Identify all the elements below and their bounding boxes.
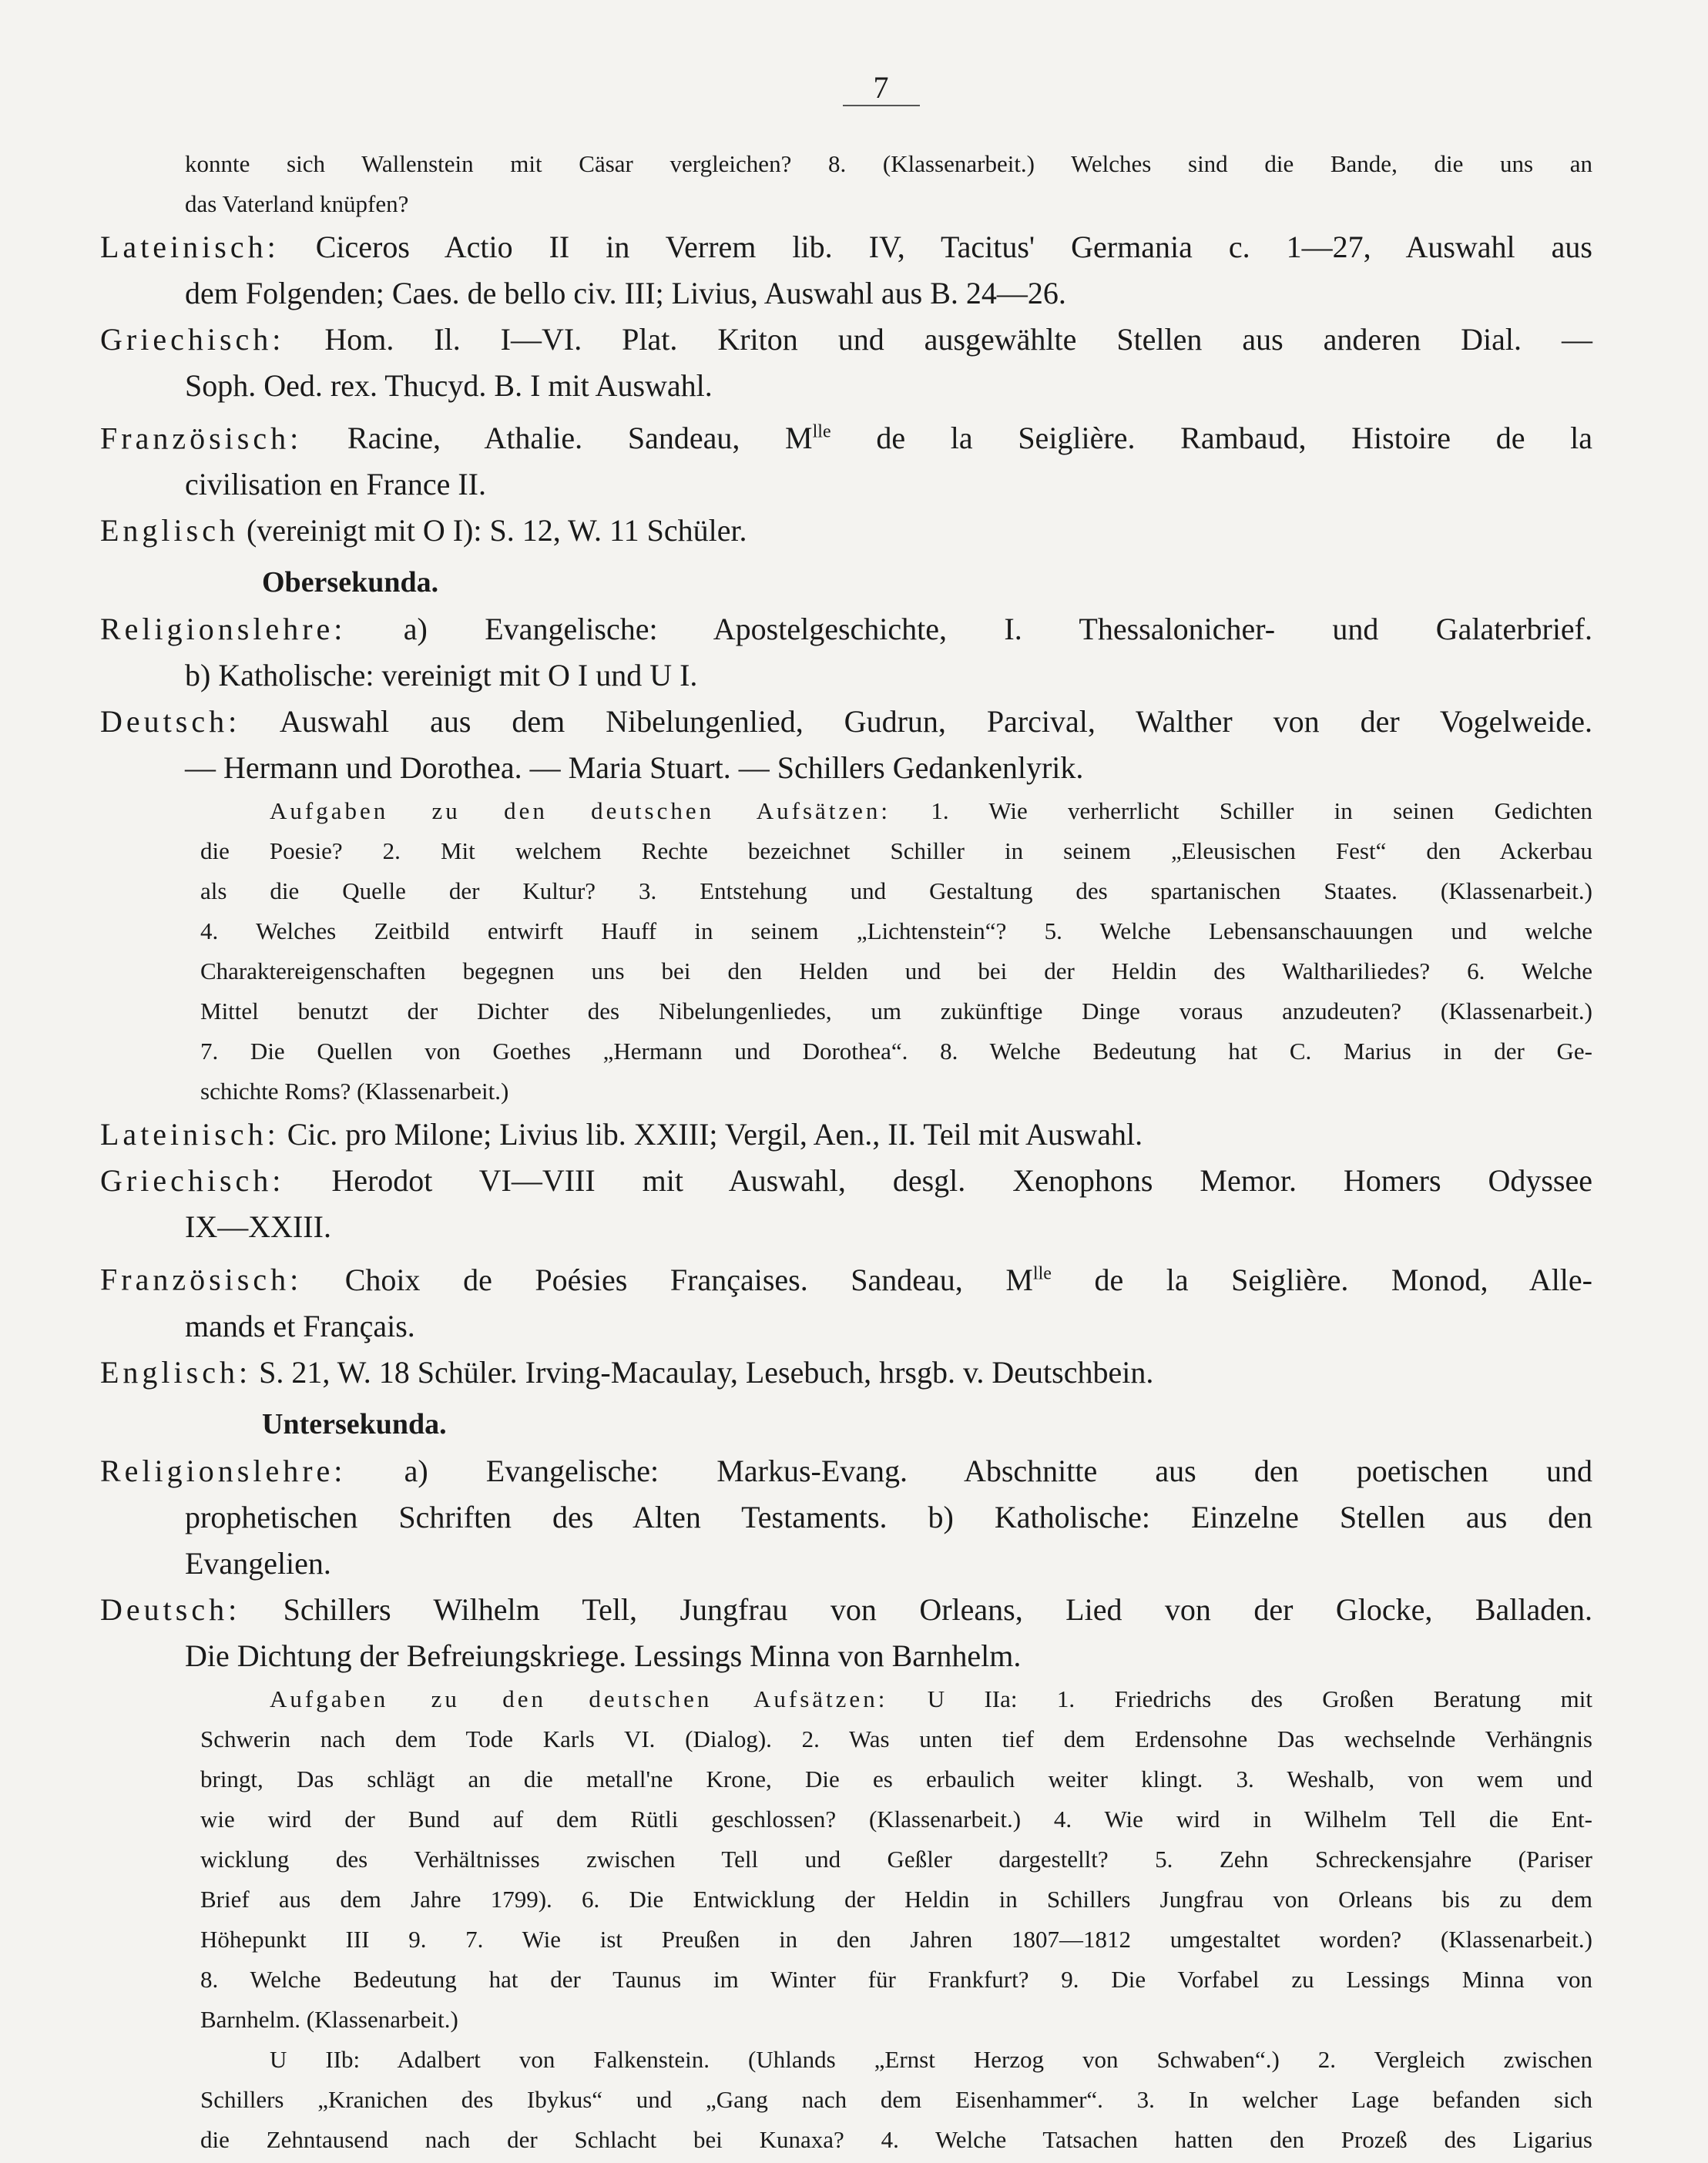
text-line: konnte sich Wallenstein mit Cäsar vergleichen? 8. (Klassenarbeit.) Welches sind die Bande, die uns an — [185, 150, 1592, 177]
text-line: 8. Welche Bedeutung hat der Taunus im Winter für Frankfurt? 9. Die Vorfabel zu Lessings Minna von — [200, 1965, 1592, 1993]
text-span: U IIa: 1. Friedrichs des Großen Beratung mit — [927, 1685, 1592, 1712]
text-line: — Hermann und Dorothea. — Maria Stuart. — Schillers Gedankenlyrik. — [185, 750, 1084, 786]
subject-label: Deutsch: — [100, 1591, 241, 1627]
section-heading: Untersekunda. — [262, 1407, 447, 1440]
section-heading: Obersekunda. — [262, 566, 439, 599]
text-line: 4. Welches Zeitbild entwirft Hauff in seinem „Lichtenstein“? 5. Welche Lebensanschauungen und welche — [200, 917, 1592, 945]
text-line: IX—XXIII. — [185, 1209, 331, 1245]
subject-line — [100, 508, 1592, 554]
subject-text: Schillers Wilhelm Tell, Jungfrau von Orleans, Lied von der Glocke, Balladen. — [283, 1591, 1593, 1627]
subject-line — [100, 224, 1592, 270]
text-line: Die Dichtung der Befreiungskriege. Lessings Minna von Barnhelm. — [185, 1638, 1022, 1673]
subject-text: Racine, Athalie. Sandeau, $M^{lle}$ de la Seiglière. Rambaud, Histoire de la — [347, 421, 1593, 456]
subject-line — [100, 1112, 1592, 1158]
aufgaben-label: Aufgaben zu den deutschen Aufsätzen: — [270, 797, 891, 825]
text-line: Schillers „Kranichen des Ibykus“ und „Gang nach dem Eisenhammer“. 3. In welcher Lage befanden sich — [200, 2085, 1592, 2113]
subject-text: Cic. pro Milone; Livius lib. XXIII; Vergil, Aen., II. Teil mit Auswahl. — [287, 1117, 1143, 1152]
page-number: 7 — [169, 69, 1592, 106]
text-line — [100, 791, 1592, 831]
subject-line — [100, 606, 1592, 652]
subject-text: a) Evangelische: Markus-Evang. Abschnitte aus den poetischen und — [404, 1453, 1592, 1488]
subject-line — [100, 1350, 1592, 1396]
subject-text: (vereinigt mit O I): S. 12, W. 11 Schüler. — [246, 513, 747, 548]
text-line: Evangelien. — [185, 1545, 331, 1581]
subject-line — [100, 317, 1592, 363]
subject-text: Herodot VI—VIII mit Auswahl, desgl. Xenophons Memor. Homers Odyssee — [331, 1163, 1592, 1199]
subject-label: Deutsch: — [100, 704, 241, 739]
subject-line — [100, 1587, 1592, 1633]
subject-label: Religionslehre: — [100, 612, 347, 647]
text-line: Mittel benutzt der Dichter des Nibelungenliedes, um zukünftige Dinge voraus anzudeuten? (Klassenarbeit.) — [200, 998, 1592, 1025]
subject-text: Auswahl aus dem Nibelungenlied, Gudrun, Parcival, Walther von der Vogelweide. — [279, 704, 1592, 739]
text-line: das Vaterland knüpfen? — [185, 190, 409, 217]
subject-text: Choix de Poésies Françaises. Sandeau, $M^{lle}$ de la Seiglière. Monod, Alle- — [344, 1262, 1592, 1297]
subject-label: Französisch: — [100, 421, 303, 456]
subject-line — [100, 699, 1592, 745]
text-line — [100, 1679, 1592, 1719]
aufgaben-label: Aufgaben zu den deutschen Aufsätzen: — [270, 1685, 888, 1712]
text-line: b) Katholische: vereinigt mit O I und U I. — [185, 658, 698, 693]
subject-text: S. 21, W. 18 Schüler. Irving-Macaulay, Lesebuch, hrsgb. v. Deutschbein. — [259, 1354, 1154, 1390]
subject-line — [100, 409, 1592, 461]
subject-label: Französisch: — [100, 1262, 303, 1297]
subject-label: Griechisch: — [100, 1163, 285, 1199]
text-line: U IIb: Adalbert von Falkenstein. (Uhlands „Ernst Herzog von Schwaben“.) 2. Vergleich zwischen — [270, 2045, 1592, 2073]
text-line: mands et Français. — [185, 1308, 415, 1343]
text-line: Soph. Oed. rex. Thucyd. B. I mit Auswahl. — [185, 368, 713, 403]
text-line: wie wird der Bund auf dem Rütli geschlossen? (Klassenarbeit.) 4. Wie wird in Wilhelm Tell die Ent- — [200, 1805, 1592, 1833]
text-line: civilisation en France II. — [185, 467, 486, 502]
text-line: schichte Roms? (Klassenarbeit.) — [200, 1078, 509, 1105]
text-line: die Zehntausend nach der Schlacht bei Kunaxa? 4. Welche Tatsachen hatten den Prozeß des Ligarius — [200, 2125, 1592, 2153]
subject-label: Englisch: — [100, 1354, 252, 1390]
subject-label: Religionslehre: — [100, 1453, 347, 1488]
text-line: Höhepunkt III 9. 7. Wie ist Preußen in den Jahren 1807—1812 umgestaltet worden? (Klassenarbeit.) — [200, 1925, 1592, 1953]
subject-text: Ciceros Actio II in Verrem lib. IV, Tacitus' Germania c. 1—27, Auswahl aus — [315, 230, 1592, 264]
text-line: bringt, Das schlägt an die metall'ne Krone, Die es erbaulich weiter klingt. 3. Weshalb, von wem und — [200, 1765, 1592, 1792]
text-line: Brief aus dem Jahre 1799). 6. Die Entwicklung der Heldin in Schillers Jungfrau von Orleans bis zu dem — [200, 1885, 1592, 1913]
text-line: prophetischen Schriften des Alten Testaments. b) Katholische: Einzelne Stellen aus den — [185, 1499, 1592, 1534]
subject-label: Lateinisch: — [100, 1117, 280, 1152]
subject-label: Englisch — [100, 513, 239, 548]
subject-line — [100, 1250, 1592, 1303]
text-line: wicklung des Verhältnisses zwischen Tell und Geßler dargestellt? 5. Zehn Schreckensjahre (Pariser — [200, 1845, 1592, 1873]
subject-label: Lateinisch: — [100, 230, 280, 264]
subject-text: a) Evangelische: Apostelgeschichte, I. Thessalonicher- und Galaterbrief. — [403, 612, 1593, 647]
text-line: dem Folgenden; Caes. de bello civ. III; Livius, Auswahl aus B. 24—26. — [185, 276, 1066, 310]
subject-line — [100, 1448, 1592, 1494]
text-line: Charaktereigenschaften begegnen uns bei den Helden und bei der Heldin des Walthariliedes? 6. Welche — [200, 957, 1592, 985]
text-line: die Poesie? 2. Mit welchem Rechte bezeichnet Schiller in seinem „Eleusischen Fest“ den Ackerbau — [200, 837, 1592, 865]
text-line: als die Quelle der Kultur? 3. Entstehung und Gestaltung des spartanischen Staates. (Klassenarbeit.) — [200, 877, 1592, 905]
subject-text: Hom. Il. I—VI. Plat. Kriton und ausgewählte Stellen aus anderen Dial. — — [324, 322, 1592, 357]
subject-line — [100, 1158, 1592, 1204]
text-span: 1. Wie verherrlicht Schiller in seinen Gedichten — [931, 797, 1592, 825]
subject-label: Griechisch: — [100, 322, 285, 357]
text-line: Barnhelm. (Klassenarbeit.) — [200, 2005, 458, 2033]
text-line: 7. Die Quellen von Goethes „Hermann und Dorothea“. 8. Welche Bedeutung hat C. Marius in der Ge- — [200, 1038, 1592, 1065]
text-line: Schwerin nach dem Tode Karls VI. (Dialog). 2. Was unten tief dem Erdensohne Das wechselnde Verhängnis — [200, 1725, 1592, 1752]
